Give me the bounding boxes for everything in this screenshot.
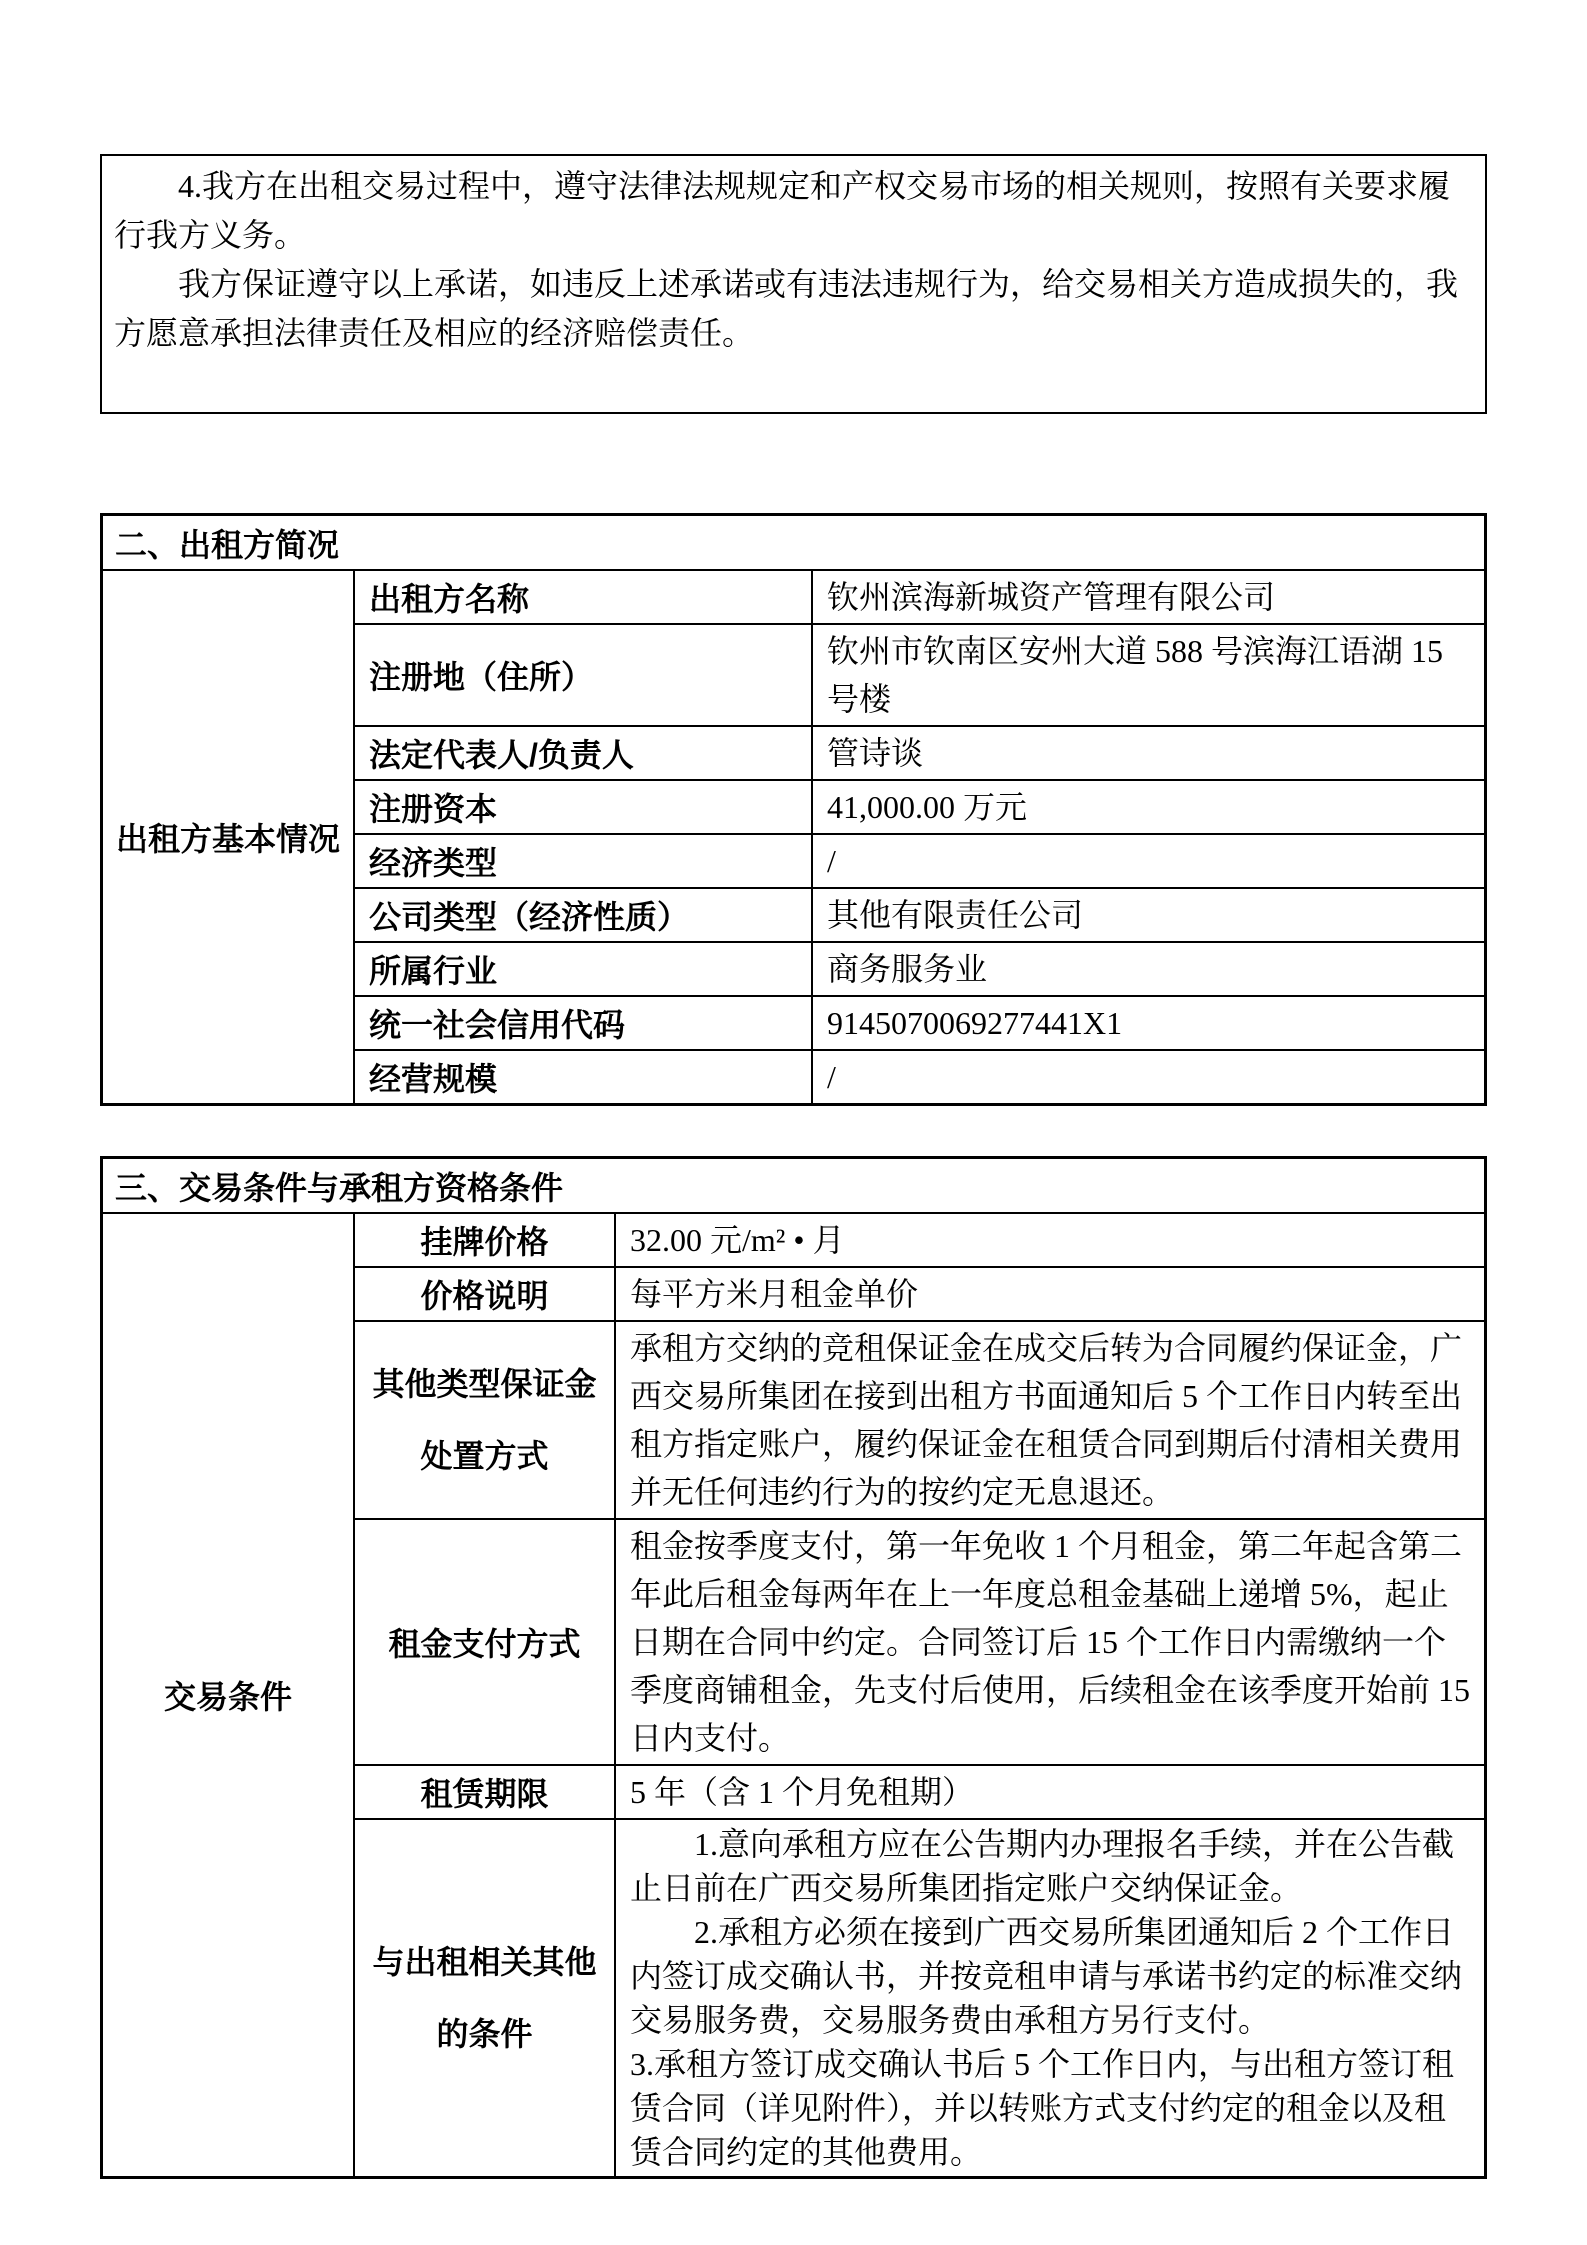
lessor-profile-table <box>100 513 1487 1106</box>
row-label-legal-representative: 法定代表人/负责人 <box>353 725 811 779</box>
other-condition-item: 2.承租方必须在接到广西交易所集团通知后 2 个工作日内签订成交确认书，并按竞租申请与承诺书约定的标准交纳交易服务费，交易服务费由承租方另行支付。 <box>630 1914 1463 2038</box>
row-label-industry: 所属行业 <box>353 941 811 995</box>
row-label-listing-price: 挂牌价格 <box>353 1212 614 1266</box>
row-label-business-scale: 经营规模 <box>353 1049 811 1103</box>
row-value-other-conditions <box>614 1818 1484 2176</box>
row-label-credit-code: 统一社会信用代码 <box>353 995 811 1049</box>
other-condition-item: 1.意向承租方应在公告期内办理报名手续，并在公告截止日前在广西交易所集团指定账户交纳保证金。 <box>630 1826 1455 1906</box>
row-value-listing-price: 32.00 元/m² • 月 <box>614 1212 1484 1266</box>
commitment-paragraph: 我方保证遵守以上承诺，如违反上述承诺或有违法违规行为，给交易相关方造成损失的，我方愿意承担法律责任及相应的经济赔偿责任。 <box>114 266 1459 351</box>
row-label-other-conditions: 与出租相关其他的条件 <box>353 1818 614 2176</box>
row-value-lease-term: 5 年（含 1 个月免租期） <box>614 1764 1484 1818</box>
row-value-economic-type: / <box>811 833 1484 887</box>
page-content <box>100 0 1487 2179</box>
row-value-company-type: 其他有限责任公司 <box>811 887 1484 941</box>
conditions-table <box>100 1156 1487 2179</box>
row-value-deposit-handling: 承租方交纳的竞租保证金在成交后转为合同履约保证金，广西交易所集团在接到出租方书面通知后 5 个工作日内转至出租方指定账户，履约保证金在租赁合同到期后付清相关费用并无任何违约行为的按约定无息退还。 <box>614 1320 1484 1518</box>
row-label-company-type: 公司类型（经济性质） <box>353 887 811 941</box>
row-value-price-note: 每平方米月租金单价 <box>614 1266 1484 1320</box>
row-label-deposit-handling: 其他类型保证金处置方式 <box>353 1320 614 1518</box>
row-value-rent-payment: 租金按季度支付，第一年免收 1 个月租金，第二年起含第二年此后租金每两年在上一年度总租金基础上递增 5%，起止日期在合同中约定。合同签订后 15 个工作日内需缴纳一个季度商铺租金，先支付后使用，后续租金在该季度开始前 15 日内支付。 <box>614 1518 1484 1764</box>
row-label-registered-capital: 注册资本 <box>353 779 811 833</box>
row-label-registered-address: 注册地（住所） <box>353 623 811 725</box>
commitment-paragraph: 4.我方在出租交易过程中，遵守法律法规规定和产权交易市场的相关规则，按照有关要求履行我方义务。 <box>114 168 1451 253</box>
row-value-credit-code: 9145070069277441X1 <box>811 995 1484 1049</box>
commitments-box <box>100 154 1487 414</box>
blank-space <box>114 358 1469 398</box>
row-label-lease-term: 租赁期限 <box>353 1764 614 1818</box>
row-value-registered-capital: 41,000.00 万元 <box>811 779 1484 833</box>
other-condition-item: 3.承租方签订成交确认书后 5 个工作日内，与出租方签订租赁合同（详见附件），并以转账方式支付约定的租金以及租赁合同约定的其他费用。 <box>630 2046 1455 2170</box>
conditions-table-title: 三、交易条件与承租方资格条件 <box>115 1169 564 1206</box>
row-label-lessor-name: 出租方名称 <box>353 569 811 623</box>
row-label-price-note: 价格说明 <box>353 1266 614 1320</box>
row-value-registered-address: 钦州市钦南区安州大道 588 号滨海江语湖 15 号楼 <box>811 623 1484 725</box>
row-value-industry: 商务服务业 <box>811 941 1484 995</box>
row-label-rent-payment: 租金支付方式 <box>353 1518 614 1764</box>
row-value-business-scale: / <box>811 1049 1484 1103</box>
lessor-table-title: 二、出租方简况 <box>115 526 340 563</box>
row-value-lessor-name: 钦州滨海新城资产管理有限公司 <box>811 569 1484 623</box>
conditions-group-label: 交易条件 <box>103 1212 353 2176</box>
row-value-legal-representative: 管诗谈 <box>811 725 1484 779</box>
row-label-economic-type: 经济类型 <box>353 833 811 887</box>
lessor-group-label: 出租方基本情况 <box>103 569 353 1103</box>
